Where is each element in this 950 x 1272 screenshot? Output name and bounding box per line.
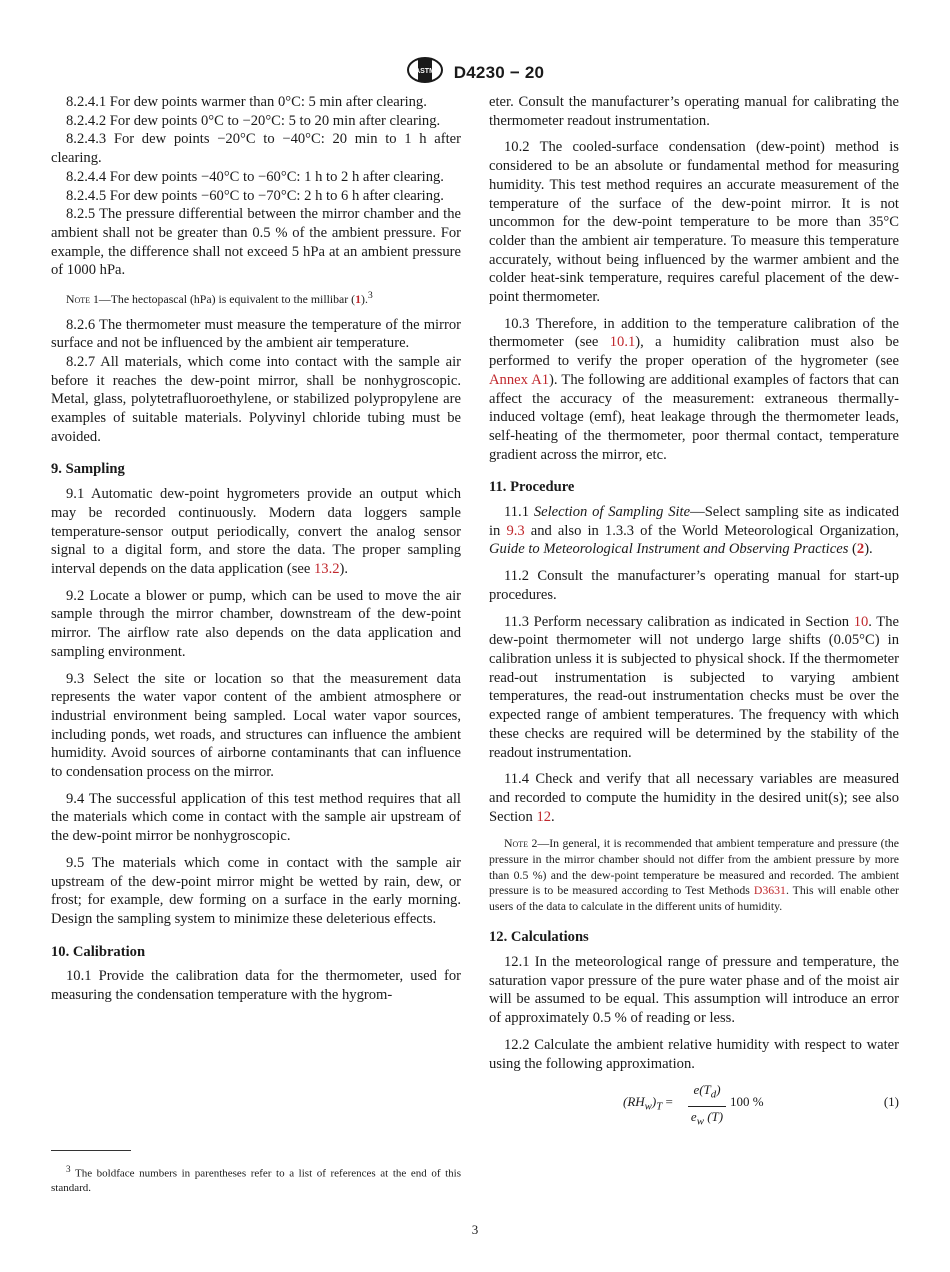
paragraph-8-2-4-3: 8.2.4.3 For dew points −20°C to −40°C: 20 min to 1 h after clearing. [51, 131, 461, 167]
page-header [0, 56, 950, 89]
section-link[interactable]: 13.2 [314, 560, 340, 577]
note-text-end: . This will enable other users of the data to calculate in the different units of humidity. [489, 883, 899, 913]
paragraph-10-2: 10.2 The cooled-surface condensation (dew-point) method is considered to be an absolute or fundamental method for measuring humidity. This test method requires an accurate measurement of the temperature of the surface of the dew-point mirror. It is not uncommon for the dew-point temperature to be more than 35°C colder than the ambient air temperature. To measure this temperature accurately, without being influenced by the warmer ambient and the colder heat-sink temperature, requires careful placement of the dew-point thermometer. [489, 139, 899, 306]
footnote-text: The boldface numbers in parentheses refer to a list of references at the end of this standard. [51, 1167, 461, 1194]
equation-lhs [623, 1093, 673, 1116]
eq-percent: 100 % [730, 1094, 764, 1110]
note-2 [489, 836, 899, 914]
paragraph-9-1 [51, 485, 461, 579]
section-heading-calibration: 10. Calibration [51, 943, 146, 960]
page-number: 3 [471, 1222, 479, 1237]
right-column [489, 93, 900, 1128]
paragraph-text: 11.4 Check and verify that all necessary variables are measured and recorded to compute the humidity in the desired unit(s); see also Section [489, 771, 899, 825]
paragraph-text: —Select sampling site as indicated in [489, 504, 899, 539]
footnote-marker[interactable]: 3 [367, 290, 373, 302]
reference-link[interactable]: 2 [856, 541, 865, 558]
logo-text: ASTM [414, 68, 435, 75]
paragraph-8-2-7: 8.2.7 All materials, which come into contact with the sample air before it reaches the dew-point mirror, shall be nonhygroscopic. Metal, glass, polytetrafluoroethylene, or stabilized polypropylene are examples of suitable materials. Polyvinyl chloride tubing must be avoided. [51, 353, 461, 445]
paragraph-text: 11.1 [504, 504, 534, 521]
paragraph-text: ( [848, 541, 857, 558]
section-link[interactable]: 10.1 [609, 334, 636, 351]
paragraph-9-5: 9.5 The materials which come in contact with the sample air upstream of the dew-point mirror might be wetted by rain, dew, or frost; for example, dew forming on a surface in the early morning. Design the sampling system to minimize these deleterious effects. [51, 854, 461, 927]
standard-link[interactable]: D3631 [753, 883, 786, 898]
section-link[interactable]: 12 [536, 808, 552, 825]
paragraph-text: ). The following are additional examples of factors that can affect the accuracy of the measurement: extraneous thermally-induced voltage (emf), heat leakage through the thermometer leads, self-heating of the thermometer, poor thermal contact, temperature gradient across the mirror, etc. [489, 371, 899, 463]
equation-1 [489, 1081, 899, 1128]
paragraph-8-2-5: 8.2.5 The pressure differential between the mirror chamber and the ambient shall not be greater than 0.5 % of the ambient pressure. For example, the difference shall not exceed 5 hPa at an ambient pressure of 1000 hPa. [51, 206, 461, 279]
paragraph-8-2-4-1: 8.2.4.1 For dew points warmer than 0°C: 5 min after clearing. [66, 94, 427, 110]
footnote-divider [51, 1150, 131, 1151]
note-text: 1—The hectopascal (hPa) is equivalent to the millibar ( [90, 291, 356, 306]
eq-equals: = [662, 1094, 673, 1110]
paragraph-text: 9.1 Automatic dew-point hygrometers provide an output which may be recorded continuously. Modern data loggers sample temperature-sensor output periodically, convert the analog sensor signal to a digital form, and store the data. The proper sampling interval depends on the data application (see [51, 486, 461, 577]
paragraph-11-3 [489, 613, 899, 763]
paragraph-8-2-6: 8.2.6 The thermometer must measure the temperature of the mirror surface and not be influenced by the ambient air temperature. [51, 316, 461, 352]
footnote-3 [51, 1162, 461, 1195]
eq-lhs-close: ) [651, 1094, 657, 1110]
annex-link[interactable]: Annex A1 [489, 371, 550, 388]
paragraph-8-2-4-5: 8.2.4.5 For dew points −60°C to −70°C: 2 h to 6 h after clearing. [66, 187, 444, 204]
eq-lhs-main: (RH [623, 1094, 645, 1110]
footnote-mark: 3 [66, 1164, 71, 1174]
equation-number: (1) [883, 1094, 899, 1110]
eq-num-sub: d [710, 1088, 717, 1101]
paragraph-10-1: 10.1 Provide the calibration data for the thermometer, used for measuring the condensation temperature with the hygrom- [51, 968, 461, 1004]
paragraph-11-1 [489, 503, 899, 559]
eq-denominator [688, 1107, 726, 1131]
paragraph-9-2: 9.2 Locate a blower or pump, which can be used to move the air sample through the mirror chamber, downstream of the dew-point mirror. The airflow rate also depends on the data application and sampling environment. [51, 587, 461, 660]
section-heading-procedure: 11. Procedure [489, 479, 575, 496]
eq-den-sub: w [696, 1115, 704, 1128]
paragraph-text: . [551, 808, 555, 825]
section-link[interactable]: 10 [853, 613, 869, 630]
paragraph-text: 11.3 Perform necessary calibration as indicated in Section [504, 613, 854, 630]
book-title: Guide to Meteorological Instrument and Observing Practices [489, 541, 849, 558]
section-heading-calculations: 12. Calculations [489, 929, 589, 946]
subsection-title: Selection of Sampling Site [533, 504, 691, 521]
eq-den-close: (T) [703, 1108, 724, 1124]
eq-num-main: e(T [693, 1082, 711, 1098]
note-1 [51, 288, 461, 308]
paragraph-11-4 [489, 770, 899, 826]
paragraph-text: ), a humidity calibration must also be performed to verify the proper operation of the hygrometer (see [489, 334, 899, 370]
note-label: Note [66, 291, 91, 306]
note-text-end: ). [361, 291, 368, 306]
paragraph-9-3: 9.3 Select the site or location so that the measurement data represents the water vapor content of the ambient atmosphere or industrial environment being sampled. Local water vapor sources, including ponds, wet roads, and structures can influence the ambient humidity. Avoid sources of airborne contaminants that can influence to condensation process on the mirror. [51, 670, 461, 781]
paragraph-8-2-4-2: 8.2.4.2 For dew points 0°C to −20°C: 5 to 20 min after clearing. [66, 112, 441, 129]
astm-logo-icon [406, 56, 444, 89]
paragraph-text: and also in 1.3.3 of the World Meteorological Organization, [524, 522, 900, 539]
eq-lhs-sub2: T [656, 1100, 663, 1113]
note-text: 2—In general, it is recommended that ambient temperature and pressure (the pressure in the mirror chamber should not differ from the ambient pressure by more than 0.5 %) and the dew-point temperature be measured and recorded. The ambient pressure is to be measured according to Test Methods [489, 836, 899, 898]
paragraph-12-1: 12.1 In the meteorological range of pressure and temperature, the saturation vapor pressure of the pure water phase and of the moist air will be assumed to be equal. This assumption will introduce an error of approximately 0.5 % of reading or less. [489, 953, 899, 1027]
eq-numerator [688, 1081, 726, 1106]
section-link[interactable]: 9.3 [506, 522, 525, 539]
eq-lhs-sub: w [644, 1100, 652, 1113]
eq-den-main: e [690, 1108, 697, 1124]
paragraph-text-end: ). [339, 560, 349, 577]
equation-fraction [688, 1081, 726, 1131]
standard-designation: D4230 − 20 [453, 62, 545, 82]
eq-num-close: ) [716, 1082, 721, 1098]
paragraph-9-4: 9.4 The successful application of this test method requires that all the materials which come in contact with the sample air upstream of the dew-point mirror be nonhygroscopic. [51, 790, 461, 845]
paragraph-10-1-continued: eter. Consult the manufacturer’s operating manual for calibrating the thermometer readout instrumentation. [489, 94, 899, 129]
left-column [51, 93, 461, 1005]
paragraph-text: ). [864, 541, 873, 558]
section-heading-sampling: 9. Sampling [51, 461, 125, 478]
paragraph-8-2-4-4: 8.2.4.4 For dew points −40°C to −60°C: 1 h to 2 h after clearing. [66, 168, 444, 185]
paragraph-11-2: 11.2 Consult the manufacturer’s operating manual for start-up procedures. [489, 568, 899, 603]
paragraph-12-2: 12.2 Calculate the ambient relative humidity with respect to water using the following approximation. [489, 1036, 899, 1072]
reference-link[interactable]: 1 [355, 291, 362, 306]
paragraph-text: 10.3 Therefore, in addition to the temperature calibration of the thermometer (see [489, 315, 899, 351]
note-label: Note [504, 836, 529, 851]
paragraph-10-3 [489, 315, 899, 465]
paragraph-text: . The dew-point thermometer will not undergo large shifts (0.05°C) in calibration unless it is subjected to physical shock. If the thermometer read-out instrumentation is subjected to varying ambient temperatures, the read-out instrumentation checks must be over the expected range of ambient temperatures. The frequency with which these checks are required will be determined by the stability of the readout instrumentation. [489, 613, 899, 761]
